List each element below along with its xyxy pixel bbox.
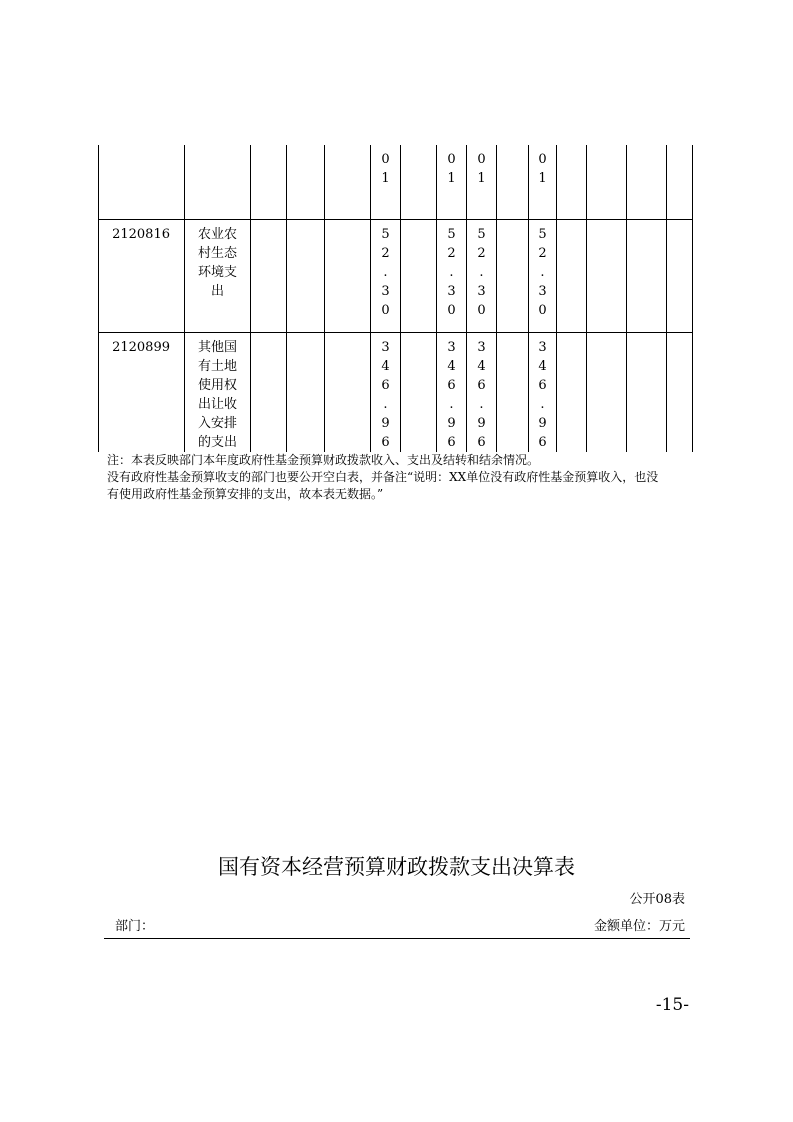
note-line-1: 注：本表反映部门本年度政府性基金预算财政拨款收入、支出及结转和结余情况。	[107, 453, 540, 467]
value-cell: 5 2 . 3 0	[371, 219, 401, 332]
value-cell: 0 1	[529, 145, 557, 219]
header-rule	[104, 938, 690, 939]
note-line-2: 没有政府性基金预算收支的部门也要公开空白表，并备注“说明：XX单位没有政府性基金预算收入，也没	[107, 470, 659, 484]
amount-unit-label: 金额单位：万元	[593, 919, 685, 934]
value-cell: 0 1	[467, 145, 497, 219]
value-cell: 0 1	[437, 145, 467, 219]
name-cell: 其他国 有土地 使用权 出让收 入安排 的支出	[185, 332, 251, 452]
code-cell: 2120899	[99, 332, 185, 452]
table-row	[99, 219, 693, 332]
name-cell	[185, 145, 251, 219]
name-cell: 农业农 村生态 环境支 出	[185, 219, 251, 332]
value-cell: 3 4 6 . 9 6	[529, 332, 557, 452]
table-row	[99, 145, 693, 219]
value-cell: 3 4 6 . 9 6	[467, 332, 497, 452]
section-title: 国有资本经营预算财政拨款支出决算表	[218, 855, 575, 879]
value-cell: 0 1	[371, 145, 401, 219]
code-cell: 2120816	[99, 219, 185, 332]
value-cell: 5 2 . 3 0	[529, 219, 557, 332]
value-cell: 3 4 6 . 9 6	[371, 332, 401, 452]
value-cell: 3 4 6 . 9 6	[437, 332, 467, 452]
value-cell: 5 2 . 3 0	[437, 219, 467, 332]
department-label: 部门：	[115, 919, 155, 934]
form-number: 公开08表	[629, 892, 685, 907]
table-row	[99, 332, 693, 452]
table-note	[107, 452, 707, 503]
code-cell	[99, 145, 185, 219]
budget-table	[98, 145, 693, 452]
page-number: -15-	[655, 995, 689, 1015]
value-cell: 5 2 . 3 0	[467, 219, 497, 332]
note-line-3: 有使用政府性基金预算安排的支出，故本表无数据。”	[107, 487, 384, 501]
